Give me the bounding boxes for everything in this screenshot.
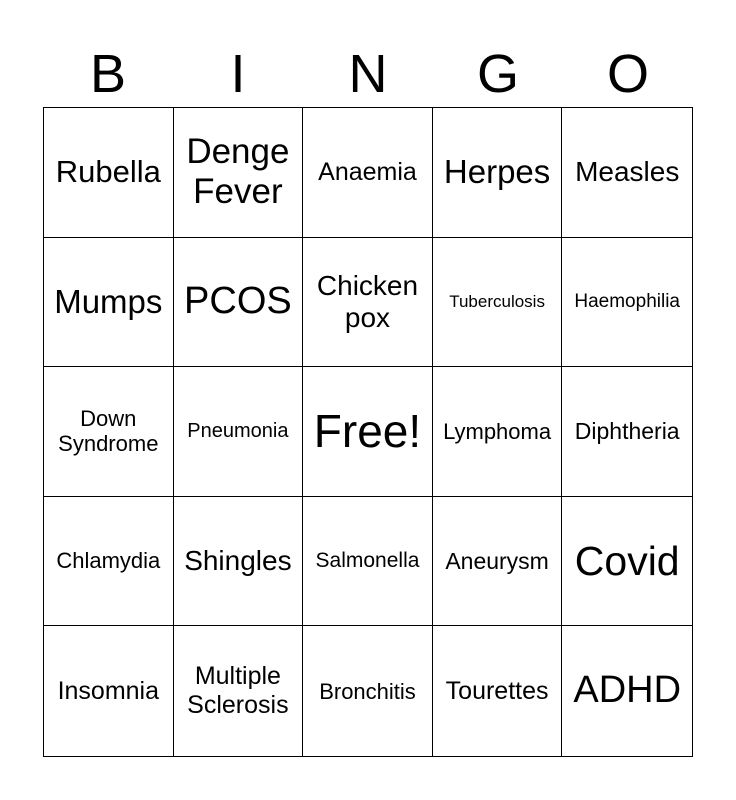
bingo-cell[interactable]: Anaemia xyxy=(303,108,433,238)
bingo-cell[interactable]: Shingles xyxy=(174,497,304,627)
bingo-cell[interactable]: Herpes xyxy=(433,108,563,238)
bingo-cell[interactable]: Lymphoma xyxy=(433,367,563,497)
header-letter-b: B xyxy=(89,44,127,104)
bingo-cell[interactable]: Measles xyxy=(562,108,692,238)
bingo-cell[interactable]: Bronchitis xyxy=(303,626,433,756)
header-letter-i: I xyxy=(230,44,246,104)
bingo-cell[interactable]: Diphtheria xyxy=(562,367,692,497)
bingo-cell[interactable]: Salmonella xyxy=(303,497,433,627)
bingo-cell[interactable]: Down Syndrome xyxy=(44,367,174,497)
bingo-cell[interactable]: Haemophilia xyxy=(562,238,692,368)
bingo-header xyxy=(43,40,693,108)
bingo-cell[interactable]: Mumps xyxy=(44,238,174,368)
bingo-cell[interactable]: Pneumonia xyxy=(174,367,304,497)
bingo-cell[interactable]: Aneurysm xyxy=(433,497,563,627)
header-letter-g: G xyxy=(476,44,519,104)
bingo-cell[interactable]: Multiple Sclerosis xyxy=(174,626,304,756)
header-letter-n: N xyxy=(348,44,388,104)
free-space-cell[interactable]: Free! xyxy=(303,367,433,497)
bingo-cell[interactable]: Tourettes xyxy=(433,626,563,756)
bingo-cell[interactable]: Insomnia xyxy=(44,626,174,756)
bingo-cell[interactable]: ADHD xyxy=(573,669,682,712)
header-letter-o: O xyxy=(606,44,649,104)
bingo-cell[interactable]: Chlamydia xyxy=(44,497,174,627)
bingo-cell[interactable]: Rubella xyxy=(44,108,174,238)
bingo-cell[interactable]: Denge Fever xyxy=(174,108,304,238)
bingo-grid xyxy=(43,107,693,757)
bingo-cell[interactable]: PCOS xyxy=(174,238,304,368)
bingo-cell[interactable]: Covid xyxy=(562,497,692,627)
bingo-cell[interactable]: Chicken pox xyxy=(303,238,433,368)
bingo-cell[interactable]: Tuberculosis xyxy=(433,238,563,368)
